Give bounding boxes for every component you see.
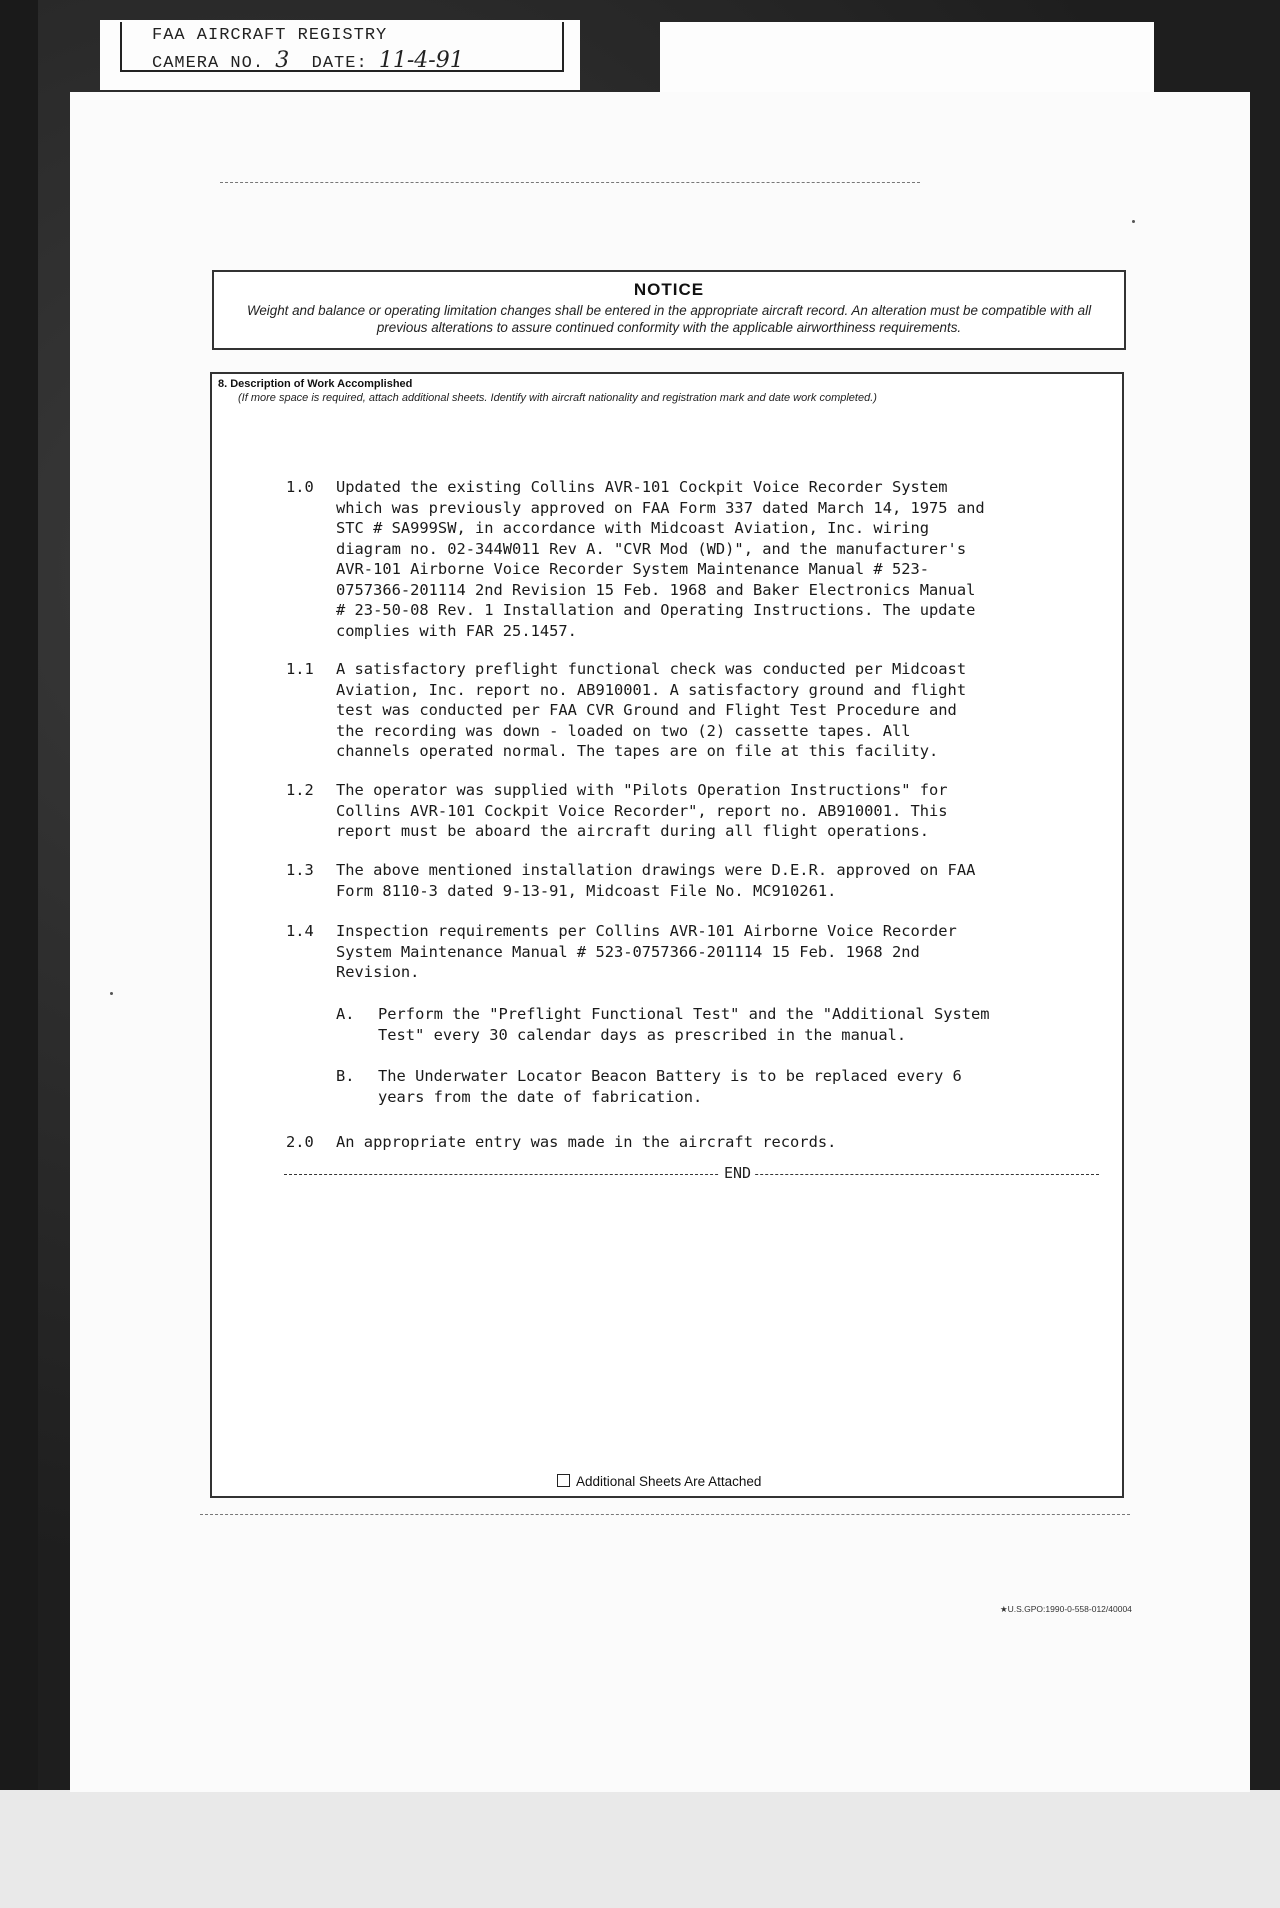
additional-sheets-label: Additional Sheets Are Attached: [576, 1474, 762, 1489]
subitem-text: The Underwater Locator Beacon Battery is to be replaced every 6 years from the date of fabrication.: [378, 1067, 962, 1106]
scan-left-edge: [0, 0, 38, 1830]
item-number: 1.2: [286, 781, 314, 799]
stamp-camera-date: [152, 48, 464, 73]
item-number: 1.4: [286, 922, 314, 940]
stamp-camera-number: 3: [275, 48, 290, 73]
end-rule: [284, 1174, 1099, 1175]
item-text: Updated the existing Collins AVR-101 Cockpit Voice Recorder System which was previously approved on FAA Form 337 dated March 14, 1975 and STC # SA999SW, in accordance with Midcoast Aviation, Inc. wiring diagram no. 02-344W011 Rev A. "CVR Mod (WD)", and the manufacturer's AVR-101 Airborne Voice Recorder System Maintenance Manual # 523- 0757366-201114 2nd Revision 15 Feb. 1968 and Baker Electronics Manual # 23-50-08 Rev. 1 Installation and Operating Instructions. The update complies with FAR 25.1457.: [336, 478, 985, 640]
subitem-letter: B.: [336, 1067, 355, 1085]
subitem-text: Perform the "Preflight Functional Test" and the "Additional System Test" every 30 calendar days as prescribed in the manual.: [378, 1005, 990, 1044]
stamp-date-label: DATE:: [311, 54, 368, 73]
item-number: 1.3: [286, 861, 314, 879]
scan-bottom-edge: [0, 1790, 1280, 1908]
work-subheading: (If more space is required, attach additional sheets. Identify with aircraft nationality and registration mark and date work completed.): [238, 392, 877, 404]
item-text: A satisfactory preflight functional check was conducted per Midcoast Aviation, Inc. report no. AB910001. A satisfactory ground and flight test was conducted per FAA CVR Ground and Flight Test Procedure and the recording was down - loaded on two (2) cassette tapes. All channels operated normal. The tapes are on file at this facility.: [336, 660, 967, 760]
item-text: The operator was supplied with "Pilots Operation Instructions" for Collins AVR-101 Cockpit Voice Recorder", report no. AB910001. This report must be aboard the aircraft during all flight operations.: [336, 781, 948, 840]
work-description-box: [210, 372, 1124, 1498]
registry-stamp: [100, 20, 580, 90]
faint-rule-bottom: [200, 1514, 1130, 1515]
work-heading: 8. Description of Work Accomplished: [218, 378, 413, 390]
end-marker: END: [720, 1164, 755, 1182]
faint-rule: [220, 182, 920, 183]
scan-speck: [1132, 220, 1135, 223]
blank-stamp-area: [660, 22, 1154, 92]
subitem-letter: A.: [336, 1005, 355, 1023]
item-text: Inspection requirements per Collins AVR-101 Airborne Voice Recorder System Maintenance Manual # 523-0757366-201114 15 Feb. 1968 2nd Revision.: [336, 922, 957, 981]
additional-sheets-checkbox: [557, 1474, 570, 1487]
gpo-imprint: ★U.S.GPO:1990-0-558-012/40004: [1000, 1604, 1132, 1614]
item-text: An appropriate entry was made in the aircraft records.: [336, 1133, 837, 1151]
scan-speck: [110, 992, 113, 995]
notice-text: Weight and balance or operating limitation changes shall be entered in the appropriate aircraft record. An alteration must be compatible with all previous alterations to assure continued conformity with the applicable airworthiness requirements.: [246, 303, 1092, 335]
notice-box: [212, 270, 1126, 350]
item-number: 1.1: [286, 660, 314, 678]
notice-title: NOTICE: [633, 280, 705, 299]
stamp-title: FAA AIRCRAFT REGISTRY: [152, 26, 388, 45]
stamp-camera-label: CAMERA NO.: [152, 54, 265, 73]
item-text: The above mentioned installation drawings were D.E.R. approved on FAA Form 8110-3 dated 9-13-91, Midcoast File No. MC910261.: [336, 861, 976, 900]
item-number: 1.0: [286, 478, 314, 496]
stamp-date-value: 11-4-91: [378, 48, 464, 73]
item-number: 2.0: [286, 1133, 314, 1151]
additional-sheets-option: [557, 1474, 761, 1489]
